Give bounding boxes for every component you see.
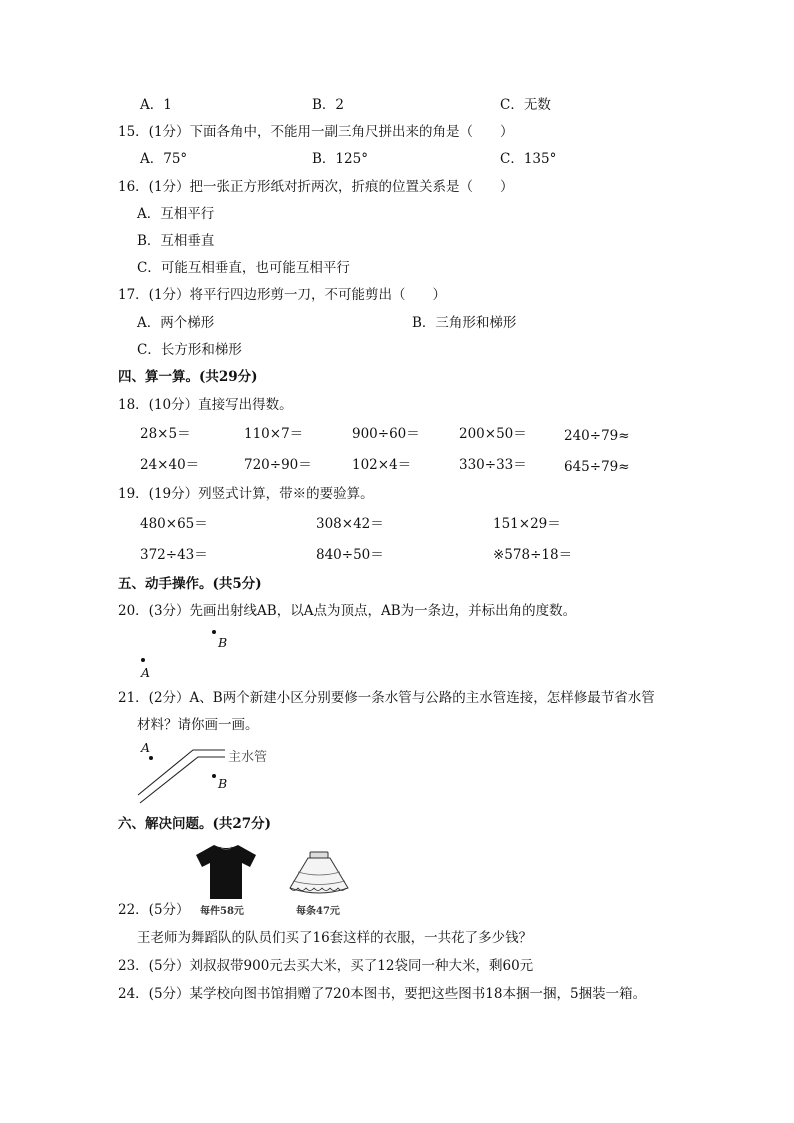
q18-r2-c4: 330÷33＝ <box>459 457 527 473</box>
q20-label-b: B <box>218 635 228 650</box>
q18-r2-c1: 24×40＝ <box>140 457 200 473</box>
q17-option-a: A．两个梯形 <box>137 315 215 331</box>
section-6-title: 六、解决问题。(共27分) <box>118 816 272 832</box>
q18-r1-c3: 900÷60＝ <box>352 426 420 442</box>
q21-stem-line1: 21．(2分）A、B两个新建小区分别要修一条水管与公路的主水管连接，怎样修最节省水管 <box>118 690 655 706</box>
q18-r2-c2: 720÷90＝ <box>244 457 312 473</box>
q23-stem: 23．(5分）刘叔叔带900元去买大米，买了12袋同一种大米，剩60元 <box>118 958 534 974</box>
q14-option-a: A．1 <box>140 97 172 113</box>
skirt-image <box>286 850 352 900</box>
q18-stem: 18．(10分）直接写出得数。 <box>118 397 293 413</box>
q15-option-b: B．125° <box>312 151 368 167</box>
q18-r1-c1: 28×5＝ <box>140 426 191 442</box>
shirt-caption: 每件58元 <box>200 906 244 917</box>
section-5-title: 五、动手操作。(共5分) <box>118 576 262 592</box>
q21-point-b <box>212 774 216 778</box>
q16-stem: 16．(1分）把一张正方形纸对折两次，折痕的位置关系是（ ） <box>118 179 514 195</box>
q18-r1-c2: 110×7＝ <box>244 426 304 442</box>
q14-option-b: B．2 <box>312 97 345 113</box>
q21-label-a: A <box>141 740 151 755</box>
q17-option-c: C．长方形和梯形 <box>137 342 242 358</box>
q19-r1-c1: 480×65＝ <box>140 516 208 532</box>
q16-option-a: A．互相平行 <box>137 206 215 222</box>
q22-text: 王老师为舞蹈队的队员们买了16套这样的衣服，一共花了多少钱？ <box>137 930 533 946</box>
q20-label-a: A <box>141 665 151 680</box>
q14-option-c: C．无数 <box>500 97 551 113</box>
q15-option-a: A．75° <box>140 151 188 167</box>
shirt-image <box>194 843 258 901</box>
q18-r2-c5: 645÷79≈ <box>564 459 630 475</box>
q19-r2-c3: ※578÷18＝ <box>493 547 573 563</box>
section-4-title: 四、算一算。(共29分) <box>118 369 258 385</box>
q21-stem-line2: 材料？请你画一画。 <box>137 717 259 733</box>
q15-option-c: C．135° <box>500 151 557 167</box>
q16-option-c: C．可能互相垂直，也可能互相平行 <box>137 260 350 276</box>
q17-stem: 17．(1分）将平行四边形剪一刀，不可能剪出（ ） <box>118 287 447 303</box>
q19-r2-c1: 372÷43＝ <box>140 547 208 563</box>
q19-r2-c2: 840÷50＝ <box>316 547 384 563</box>
q22-number: 22．(5分） <box>118 902 190 918</box>
q18-r2-c3: 102×4＝ <box>352 457 412 473</box>
q19-stem: 19．(19分）列竖式计算，带※的要验算。 <box>118 486 374 502</box>
q21-pipe-label: 主水管 <box>228 750 268 765</box>
q18-r1-c4: 200×50＝ <box>459 426 527 442</box>
skirt-caption: 每条47元 <box>296 906 340 917</box>
q21-point-a <box>149 756 153 760</box>
q19-r1-c3: 151×29＝ <box>493 516 561 532</box>
q19-r1-c2: 308×42＝ <box>316 516 384 532</box>
q20-stem: 20．(3分）先画出射线AB，以A点为顶点，AB为一条边，并标出角的度数。 <box>118 603 577 619</box>
q17-option-b: B．三角形和梯形 <box>412 315 517 331</box>
q15-stem: 15．(1分）下面各角中，不能用一副三角尺拼出来的角是（ ） <box>118 124 514 140</box>
q18-r1-c5: 240÷79≈ <box>564 428 630 444</box>
q21-label-b: B <box>218 776 228 791</box>
q24-stem: 24．(5分）某学校向图书馆捐赠了720本图书，要把这些图书18本捆一捆，5捆装一箱。 <box>118 986 647 1002</box>
q16-option-b: B．互相垂直 <box>137 233 215 249</box>
